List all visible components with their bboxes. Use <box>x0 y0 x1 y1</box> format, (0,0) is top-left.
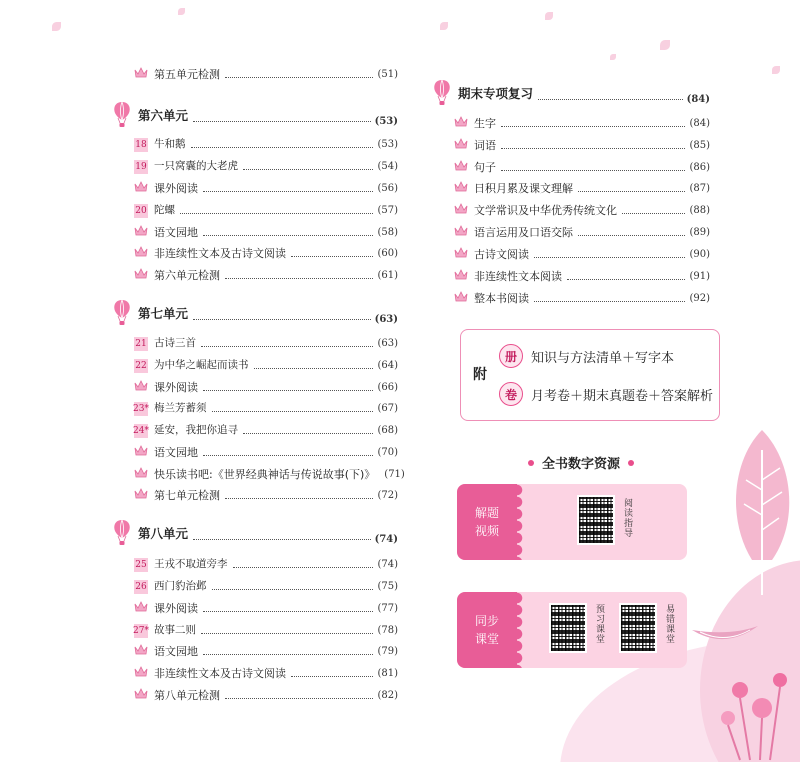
tab-line: 视频 <box>474 524 499 538</box>
leader-dots <box>243 433 373 434</box>
entry-title: 牛和鹅 <box>154 138 186 150</box>
toc-entry[interactable] <box>112 377 398 397</box>
entry-label <box>112 622 199 638</box>
resources-title-text: 全书数字资源 <box>542 457 621 472</box>
entry-title: 第六单元 <box>138 108 189 123</box>
leader-dots <box>193 319 371 320</box>
page-number: (92) <box>689 292 710 304</box>
entry-title: 词语 <box>474 139 496 152</box>
leader-dots <box>291 676 373 677</box>
page-number: (89) <box>689 226 710 238</box>
entry-label <box>432 137 499 153</box>
entry-label <box>112 600 201 616</box>
toc-entry[interactable] <box>112 243 398 263</box>
appendix-badge: 卷 <box>499 382 523 406</box>
page-number: (81) <box>377 667 398 679</box>
page-number: (88) <box>689 204 710 216</box>
crown-icon <box>134 488 148 499</box>
resource-card-classroom <box>457 592 687 668</box>
entry-label <box>112 158 241 174</box>
toc-entry[interactable] <box>112 641 398 661</box>
balloon-icon <box>112 299 132 327</box>
page-number: (51) <box>377 68 398 80</box>
entry-title: 快乐读书吧:《世界经典神话与传说故事(下)》 <box>154 468 376 481</box>
page-number: (77) <box>377 602 398 614</box>
crown-icon <box>134 67 148 78</box>
toc-entry[interactable] <box>112 200 398 220</box>
qr-caption: 阅读指导 <box>622 498 632 538</box>
unit-heading[interactable] <box>112 518 398 548</box>
entry-label <box>432 79 536 107</box>
crown-icon <box>454 116 468 127</box>
toc-entry[interactable] <box>112 663 398 683</box>
qr-caption: 易错课堂 <box>664 604 674 644</box>
petal-decoration <box>545 12 553 20</box>
unit-heading[interactable] <box>432 78 710 108</box>
appendix-row <box>499 382 713 406</box>
balloon-icon <box>112 101 132 129</box>
entry-label <box>432 268 565 284</box>
toc-entry[interactable] <box>432 266 710 286</box>
page-number: (90) <box>689 248 710 260</box>
toc-entry[interactable] <box>432 288 710 308</box>
crown-icon <box>454 160 468 171</box>
leader-dots <box>534 257 685 258</box>
page-number: (63) <box>374 313 398 325</box>
toc-entry[interactable] <box>112 485 398 505</box>
page-number: (64) <box>377 359 398 371</box>
toc-entry[interactable] <box>112 64 398 84</box>
appendix-badge: 册 <box>499 344 523 368</box>
leader-dots <box>225 698 373 699</box>
tab-line: 解题 <box>474 506 499 520</box>
leader-dots <box>191 147 374 148</box>
toc-entry[interactable] <box>112 464 405 484</box>
page-number: (84) <box>686 93 710 105</box>
lesson-number: 25 <box>135 560 147 570</box>
unit-heading[interactable] <box>112 100 398 130</box>
leader-dots <box>622 213 685 214</box>
toc-entry[interactable] <box>112 156 398 176</box>
toc-entry[interactable] <box>432 135 710 155</box>
appendix-row <box>499 344 674 368</box>
toc-entry[interactable] <box>432 200 710 220</box>
entry-label <box>112 643 201 659</box>
leader-dots <box>193 539 371 540</box>
entry-title: 课外阅读 <box>154 602 198 615</box>
lesson-number: 21 <box>135 339 147 349</box>
entry-title: 梅兰芳蓄须 <box>154 402 207 414</box>
lesson-number: 26 <box>135 582 147 592</box>
leader-dots <box>291 256 373 257</box>
lesson-number: 20 <box>135 206 147 216</box>
page-number: (58) <box>377 226 398 238</box>
entry-title: 为中华之崛起而读书 <box>154 359 249 371</box>
leader-dots <box>212 411 374 412</box>
entry-title: 语文园地 <box>154 446 198 459</box>
page-number: (63) <box>377 337 398 349</box>
title-dot <box>528 460 534 466</box>
leader-dots <box>578 191 685 192</box>
resource-card-video <box>457 484 687 560</box>
petal-decoration <box>440 22 448 30</box>
toc-entry[interactable] <box>112 620 398 640</box>
page-number: (68) <box>377 424 398 436</box>
entry-title: 西门豹治邺 <box>154 580 207 592</box>
leader-dots <box>203 235 373 236</box>
page-number: (56) <box>377 182 398 194</box>
crown-icon <box>454 269 468 280</box>
flower-illustration <box>700 660 800 762</box>
entry-title: 生字 <box>474 117 496 130</box>
entry-label <box>112 379 201 395</box>
appendix-text: 知识与方法清单＋写字本 <box>531 350 675 366</box>
crown-icon <box>134 225 148 236</box>
entry-title: 古诗三首 <box>154 337 196 349</box>
toc-entry[interactable] <box>112 333 398 353</box>
petal-decoration <box>660 40 670 50</box>
entry-title: 陀螺 <box>154 204 175 216</box>
page-number: (87) <box>689 182 710 194</box>
entry-title: 句子 <box>474 161 496 174</box>
toc-entry[interactable] <box>432 157 710 177</box>
leader-dots <box>567 279 685 280</box>
entry-title: 第八单元 <box>138 526 189 541</box>
leader-dots <box>212 589 374 590</box>
entry-title: 非连续性文本阅读 <box>474 270 562 283</box>
crown-icon <box>134 688 148 699</box>
page-number: (78) <box>377 624 398 636</box>
page-number: (85) <box>689 139 710 151</box>
entry-title: 课外阅读 <box>154 381 198 394</box>
lesson-number: 22 <box>135 361 147 371</box>
page-number: (61) <box>377 269 398 281</box>
resources-title <box>520 453 642 472</box>
page-number: (71) <box>384 468 405 480</box>
crown-icon <box>454 203 468 214</box>
crown-icon <box>134 445 148 456</box>
tab-line: 课堂 <box>474 632 499 646</box>
qr-code[interactable] <box>549 603 587 653</box>
toc-entry[interactable] <box>112 222 398 242</box>
entry-label <box>112 136 189 152</box>
page-number: (75) <box>377 580 398 592</box>
leader-dots <box>534 301 685 302</box>
entry-title: 日积月累及课文理解 <box>474 182 573 195</box>
leader-dots <box>203 455 373 456</box>
leader-dots <box>225 278 373 279</box>
leader-dots <box>225 77 373 78</box>
resource-tab <box>457 484 517 560</box>
entry-label <box>112 101 191 129</box>
entry-label <box>112 400 210 416</box>
appendix-box <box>460 329 720 421</box>
appendix-text: 月考卷＋期末真题卷＋答案解析 <box>531 388 714 404</box>
crown-icon <box>134 181 148 192</box>
entry-label <box>112 556 231 572</box>
entry-label <box>112 444 201 460</box>
entry-label <box>112 66 223 82</box>
crown-icon <box>454 247 468 258</box>
entry-title: 期末专项复习 <box>458 86 534 101</box>
balloon-icon <box>112 519 132 547</box>
toc-entry[interactable] <box>112 398 398 418</box>
toc-entry[interactable] <box>112 178 398 198</box>
page-number: (53) <box>377 138 398 150</box>
leader-dots <box>225 498 373 499</box>
toc-entry[interactable] <box>112 442 398 462</box>
toc-entry[interactable] <box>112 420 398 440</box>
entry-title: 延安，我把你追寻 <box>154 424 238 436</box>
toc-entry[interactable] <box>112 685 398 705</box>
page-number: (67) <box>377 402 398 414</box>
entry-label <box>112 202 178 218</box>
page-number: (79) <box>377 645 398 657</box>
leader-dots <box>201 633 373 634</box>
page-number: (82) <box>377 689 398 701</box>
entry-label <box>432 115 499 131</box>
entry-label <box>112 487 223 503</box>
leader-dots <box>254 368 374 369</box>
entry-label <box>112 665 289 681</box>
boat-illustration <box>690 616 760 650</box>
entry-title: 第七单元 <box>138 306 189 321</box>
entry-title: 语文园地 <box>154 645 198 658</box>
crown-icon <box>134 666 148 677</box>
toc-entry[interactable] <box>432 244 710 264</box>
toc-entry[interactable] <box>112 355 398 375</box>
petal-decoration <box>178 8 185 15</box>
appendix-label: 附 <box>473 367 487 383</box>
tree-illustration <box>722 420 800 600</box>
toc-entry[interactable] <box>112 576 398 596</box>
entry-title: 整本书阅读 <box>474 292 529 305</box>
toc-entry[interactable] <box>112 554 398 574</box>
leader-dots <box>243 169 373 170</box>
page-number: (66) <box>377 381 398 393</box>
toc-entry[interactable] <box>112 134 398 154</box>
leader-dots <box>203 654 373 655</box>
lesson-number: 19 <box>135 162 147 172</box>
unit-heading[interactable] <box>112 298 398 328</box>
crown-icon <box>134 467 148 478</box>
entry-label <box>112 180 201 196</box>
entry-title: 第五单元检测 <box>154 68 220 81</box>
entry-title: 故事二则 <box>154 624 196 636</box>
page-number: (74) <box>377 558 398 570</box>
leader-dots <box>193 121 371 122</box>
crown-icon <box>454 291 468 302</box>
entry-label <box>112 466 378 482</box>
entry-title: 文学常识及中华优秀传统文化 <box>474 204 617 217</box>
entry-label <box>432 180 576 196</box>
crown-icon <box>454 225 468 236</box>
crown-icon <box>134 246 148 257</box>
tab-line: 同步 <box>474 614 499 628</box>
title-dot <box>628 460 634 466</box>
lesson-number: 24* <box>133 426 149 436</box>
leader-dots <box>501 170 685 171</box>
entry-label <box>112 357 252 373</box>
petal-decoration <box>52 22 61 31</box>
entry-title: 课外阅读 <box>154 182 198 195</box>
toc-entry[interactable] <box>432 222 710 242</box>
petal-decoration <box>772 66 780 74</box>
leader-dots <box>201 346 373 347</box>
leader-dots <box>501 148 685 149</box>
leader-dots <box>501 126 685 127</box>
page-number: (84) <box>689 117 710 129</box>
lesson-number: 23* <box>133 404 149 414</box>
qr-code[interactable] <box>619 603 657 653</box>
petal-decoration <box>610 54 616 60</box>
entry-title: 非连续性文本及古诗文阅读 <box>154 667 286 680</box>
entry-label <box>432 290 532 306</box>
page-number: (86) <box>689 161 710 173</box>
page-number: (91) <box>689 270 710 282</box>
entry-title: 语文园地 <box>154 226 198 239</box>
entry-label <box>112 519 191 547</box>
toc-entry[interactable] <box>112 598 398 618</box>
qr-caption: 预习课堂 <box>594 604 604 644</box>
entry-label <box>432 159 499 175</box>
page-number: (53) <box>374 115 398 127</box>
crown-icon <box>134 268 148 279</box>
lesson-number: 27* <box>133 626 149 636</box>
entry-label <box>112 267 223 283</box>
entry-title: 第七单元检测 <box>154 489 220 502</box>
entry-title: 非连续性文本及古诗文阅读 <box>154 247 286 260</box>
lesson-number: 18 <box>135 140 147 150</box>
toc-entry[interactable] <box>112 265 398 285</box>
entry-label <box>432 224 576 240</box>
crown-icon <box>134 380 148 391</box>
entry-label <box>112 224 201 240</box>
leader-dots <box>233 567 374 568</box>
entry-title: 一只窝囊的大老虎 <box>154 160 238 172</box>
entry-label <box>112 578 210 594</box>
entry-label <box>112 422 241 438</box>
entry-label <box>112 299 191 327</box>
page-number: (74) <box>374 533 398 545</box>
page-number: (54) <box>377 160 398 172</box>
leader-dots <box>578 235 685 236</box>
entry-label <box>432 202 620 218</box>
leader-dots <box>180 213 373 214</box>
crown-icon <box>454 138 468 149</box>
entry-label <box>112 245 289 261</box>
balloon-icon <box>432 79 452 107</box>
qr-code[interactable] <box>577 495 615 545</box>
leader-dots <box>203 191 373 192</box>
entry-title: 第六单元检测 <box>154 269 220 282</box>
leader-dots <box>203 611 373 612</box>
toc-entry[interactable] <box>432 178 710 198</box>
page-number: (70) <box>377 446 398 458</box>
resource-tab <box>457 592 517 668</box>
page-number: (60) <box>377 247 398 259</box>
entry-label <box>112 335 199 351</box>
entry-label <box>432 246 532 262</box>
entry-title: 古诗文阅读 <box>474 248 529 261</box>
page-number: (72) <box>377 489 398 501</box>
entry-title: 王戎不取道旁李 <box>154 558 228 570</box>
crown-icon <box>134 644 148 655</box>
page-number: (57) <box>377 204 398 216</box>
entry-title: 第八单元检测 <box>154 689 220 702</box>
leader-dots <box>538 99 683 100</box>
leader-dots <box>203 390 373 391</box>
toc-entry[interactable] <box>432 113 710 133</box>
entry-title: 语言运用及口语交际 <box>474 226 573 239</box>
crown-icon <box>134 601 148 612</box>
entry-label <box>112 687 223 703</box>
crown-icon <box>454 181 468 192</box>
